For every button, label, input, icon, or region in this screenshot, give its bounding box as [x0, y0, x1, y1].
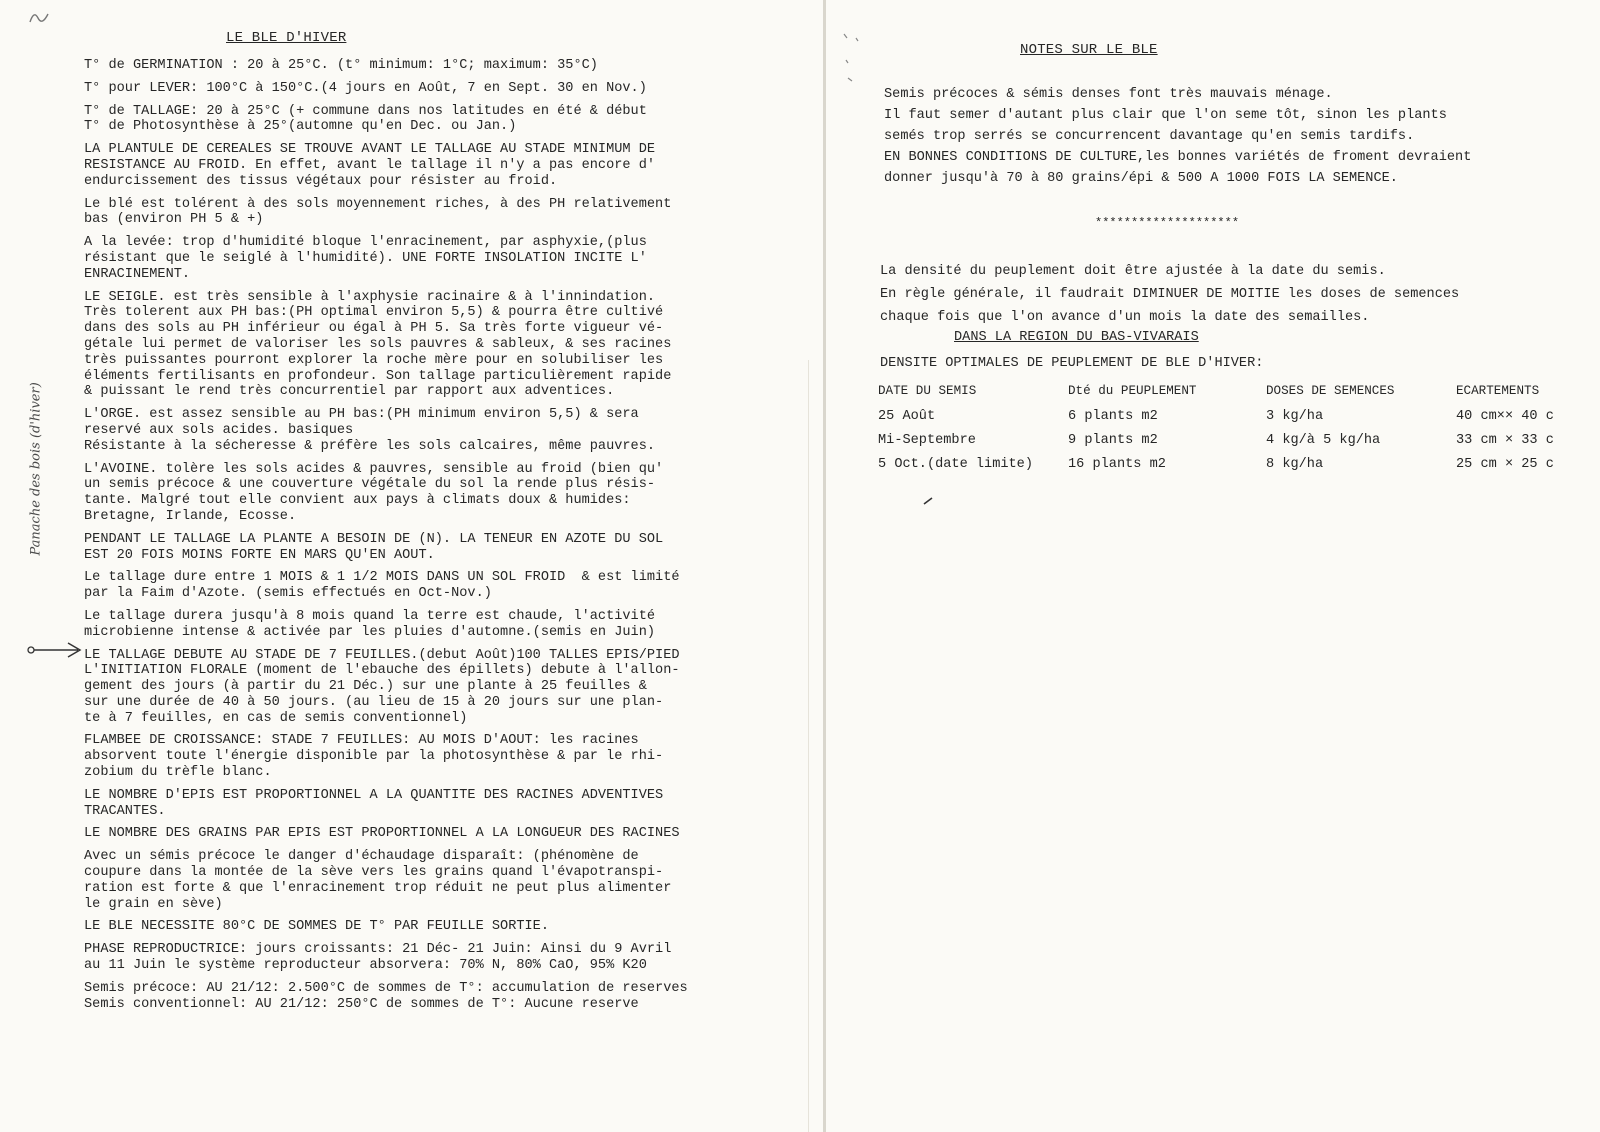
- table-row: [878, 409, 1554, 433]
- table-header-row: [878, 384, 1554, 409]
- text-line: ENRACINEMENT.: [84, 266, 191, 282]
- paragraph: [84, 849, 804, 912]
- text-line: Le tallage durera jusqu'à 8 mois quand la terre est chaude, l'activité: [84, 608, 656, 624]
- table-cell: 6 plants m2: [1068, 409, 1158, 424]
- right-notes-block: [884, 84, 1584, 189]
- text-line: bas (environ PH 5 & +): [84, 212, 264, 228]
- text-line: Bretagne, Irlande, Ecosse.: [84, 508, 297, 524]
- corner-mark-icon: [26, 8, 52, 28]
- text-line: un semis précoce & une couverture végétale du sol la rende plus résis-: [84, 477, 656, 493]
- text-line: EN BONNES CONDITIONS DE CULTURE,les bonnes variétés de froment devraient: [884, 150, 1472, 165]
- paragraph: [84, 733, 804, 780]
- separator-stars: ********************: [1095, 216, 1240, 230]
- text-line: gement des jours (à partir du 21 Déc.) sur une plante à 25 feuilles &: [84, 679, 647, 695]
- table-header-cell: ECARTEMENTS: [1456, 384, 1540, 398]
- table-cell: 25 cm × 25 c: [1456, 457, 1554, 472]
- paragraph: [84, 142, 804, 189]
- text-line: sur une durée de 40 à 50 jours. (au lieu de 15 à 20 jours sur une plan-: [84, 694, 664, 710]
- table-cell: 33 cm × 33 c: [1456, 433, 1554, 448]
- paragraph: [84, 290, 804, 401]
- text-line: reservé aux sols acides. basiques: [84, 422, 354, 438]
- text-line: Résistante à la sécheresse & préfère les sols calcaires, même pauvres.: [84, 438, 656, 454]
- text-line: le grain en sève): [84, 896, 223, 912]
- table-header-cell: DOSES DE SEMENCES: [1266, 384, 1395, 398]
- text-line: Le blé est tolérent à des sols moyennement riches, à des PH relativement: [84, 196, 672, 212]
- text-line: En règle générale, il faudrait DIMINUER DE MOITIE les doses de semences: [880, 287, 1460, 302]
- paragraph: [84, 981, 804, 1013]
- text-line: Très tolerent aux PH bas:(PH optimal environ 5,5) & pourra être cultivé: [84, 305, 664, 321]
- text-line: absorvent toute l'énergie disponible par la photosynthèse & par le rhi-: [84, 749, 664, 765]
- text-line: dans des sols au PH inférieur ou égal à PH 5. Sa très forte vigueur vé-: [84, 321, 664, 337]
- paragraph: [84, 462, 804, 525]
- left-page-title: LE BLE D'HIVER: [226, 30, 347, 46]
- paragraph: [84, 81, 804, 97]
- arrow-right-icon: [26, 640, 86, 660]
- text-line: T° de Photosynthèse à 25°(automne qu'en Dec. ou Jan.): [84, 119, 517, 135]
- text-line: coupure dans la montée de la sève vers les grains quand l'évapotranspi-: [84, 865, 664, 881]
- text-line: ration est forte & que l'enracinement trop réduit ne peut plus alimenter: [84, 880, 672, 896]
- text-line: microbienne intense & activée par les pluies d'automne.(semis en Juin): [84, 624, 656, 640]
- text-line: L'INITIATION FLORALE (moment de l'ebauche des épillets) debute à l'allon-: [84, 663, 680, 679]
- table-cell: Mi-Septembre: [878, 433, 976, 448]
- text-line: donner jusqu'à 70 à 80 grains/épi & 500 A 1000 FOIS LA SEMENCE.: [884, 171, 1398, 186]
- left-text-column: [84, 58, 804, 1019]
- text-line: au 11 Juin le système reproducteur absorvera: 70% N, 80% CaO, 95% K20: [84, 958, 647, 974]
- paragraph: [84, 58, 804, 74]
- text-line: éléments fertilisants en profondeur. Son tallage particulièrement rapide: [84, 368, 672, 384]
- text-line: A la levée: trop d'humidité bloque l'enracinement, par asphyxie,(plus: [84, 235, 647, 251]
- text-line: T° de TALLAGE: 20 à 25°C (+ commune dans nos latitudes en été & début: [84, 103, 647, 119]
- text-line: par la Faim d'Azote. (semis effectués en Oct-Nov.): [84, 586, 492, 602]
- paragraph: [84, 942, 804, 974]
- region-heading: DANS LA REGION DU BAS-VIVARAIS: [954, 330, 1199, 345]
- text-line: PHASE REPRODUCTRICE: jours croissants: 21 Déc- 21 Juin: Ainsi du 9 Avril: [84, 942, 672, 958]
- table-cell: 4 kg/à 5 kg/ha: [1266, 433, 1381, 448]
- density-notes-block: [880, 260, 1580, 329]
- margin-note: [14, 382, 54, 560]
- text-line: très puissantes pourront explorer la roche mère pour en solubiliser les: [84, 352, 664, 368]
- paragraph: [84, 235, 804, 282]
- right-page: [828, 0, 1600, 1132]
- text-line: TRACANTES.: [84, 803, 166, 819]
- paragraph: [84, 570, 804, 602]
- table-cell: 5 Oct.(date limite): [878, 457, 1033, 472]
- paragraph: [84, 532, 804, 564]
- text-line: & puissant le rend très concurrentiel par rapport aux adventices.: [84, 384, 615, 400]
- scribble-mark-icon: [838, 30, 868, 90]
- text-line: Le tallage dure entre 1 MOIS & 1 1/2 MOIS DANS UN SOL FROID & est limité: [84, 570, 680, 586]
- text-line: semés trop serrés se concurrencent davantage qu'en semis tardifs.: [884, 129, 1415, 144]
- table-header-cell: DATE DU SEMIS: [878, 384, 977, 398]
- text-line: Il faut semer d'autant plus clair que l'on seme tôt, sinon les plants: [884, 108, 1447, 123]
- text-line: RESISTANCE AU FROID. En effet, avant le tallage il n'y a pas encore d': [84, 157, 656, 173]
- paragraph: [84, 648, 804, 727]
- table-cell: 40 cm×× 40 c: [1456, 409, 1554, 424]
- paragraph: [84, 197, 804, 229]
- text-line: endurcissement des tissus végétaux pour résister au froid.: [84, 173, 558, 189]
- text-line: LE SEIGLE. est très sensible à l'axphysie racinaire & à l'innindation.: [84, 289, 656, 305]
- text-line: LA PLANTULE DE CEREALES SE TROUVE AVANT LE TALLAGE AU STADE MINIMUM DE: [84, 142, 656, 158]
- table-row: [878, 433, 1554, 457]
- text-line: résistant que le seiglé à l'humidité). UNE FORTE INSOLATION INCITE L': [84, 250, 647, 266]
- page-fold: [823, 0, 826, 1132]
- paragraph: [84, 609, 804, 641]
- table-cell: 9 plants m2: [1068, 433, 1158, 448]
- text-line: T° de GERMINATION : 20 à 25°C. (t° minimum: 1°C; maximum: 35°C): [84, 58, 598, 73]
- text-line: T° pour LEVER: 100°C à 150°C.(4 jours en Août, 7 en Sept. 30 en Nov.): [84, 80, 647, 96]
- text-line: Semis précoces & sémis denses font très mauvais ménage.: [884, 87, 1333, 102]
- text-line: gétale lui permet de valoriser les sols pauvres & sableux, & ses racines: [84, 336, 672, 352]
- table-title: DENSITE OPTIMALES DE PEUPLEMENT DE BLE D'HIVER:: [880, 356, 1264, 371]
- text-line: LE NOMBRE DES GRAINS PAR EPIS EST PROPORTIONNEL A LA LONGUEUR DES RACINES: [84, 826, 680, 842]
- paragraph: [84, 407, 804, 454]
- table-header-cell: Dté du PEUPLEMENT: [1068, 384, 1197, 398]
- paragraph: [84, 104, 804, 136]
- text-line: L'AVOINE. tolère les sols acides & pauvres, sensible au froid (bien qu': [84, 461, 664, 477]
- table-row: [878, 457, 1554, 481]
- margin-note-text: Panache des bois (d'hiver): [28, 382, 44, 556]
- text-line: LE BLE NECESSITE 80°C DE SOMMES DE T° PAR FEUILLE SORTIE.: [84, 919, 549, 935]
- paragraph: [84, 788, 804, 820]
- density-table: [878, 384, 1554, 481]
- text-line: FLAMBEE DE CROISSANCE: STADE 7 FEUILLES: AU MOIS D'AOUT: les racines: [84, 733, 639, 749]
- text-line: tante. Malgré tout elle convient aux pays à climats doux & humides:: [84, 493, 631, 509]
- paragraph: [84, 919, 804, 935]
- text-line: Semis précoce: AU 21/12: 2.500°C de sommes de T°: accumulation de reserves: [84, 980, 688, 996]
- text-line: La densité du peuplement doit être ajustée à la date du semis.: [880, 264, 1386, 279]
- text-line: chaque fois que l'on avance d'un mois la date des semailles.: [880, 310, 1370, 325]
- right-page-title: NOTES SUR LE BLE: [1020, 42, 1158, 58]
- text-line: LE TALLAGE DEBUTE AU STADE DE 7 FEUILLES.(debut Août)100 TALLES EPIS/PIED: [84, 647, 680, 663]
- table-cell: 3 kg/ha: [1266, 409, 1324, 424]
- text-line: Avec un sémis précoce le danger d'échaudage disparaît: (phénomène de: [84, 849, 639, 865]
- table-cell: 8 kg/ha: [1266, 457, 1324, 472]
- text-line: L'ORGE. est assez sensible au PH bas:(PH minimum environ 5,5) & sera: [84, 407, 639, 423]
- text-line: PENDANT LE TALLAGE LA PLANTE A BESOIN DE (N). LA TENEUR EN AZOTE DU SOL: [84, 531, 664, 547]
- text-line: Semis conventionnel: AU 21/12: 250°C de sommes de T°: Aucune reserve: [84, 996, 639, 1012]
- ink-dot-icon: [922, 496, 936, 506]
- text-line: LE NOMBRE D'EPIS EST PROPORTIONNEL A LA QUANTITE DES RACINES ADVENTIVES: [84, 787, 664, 803]
- text-line: te à 7 feuilles, en cas de semis conventionnel): [84, 710, 468, 726]
- table-cell: 25 Août: [878, 409, 936, 424]
- paragraph: [84, 826, 804, 842]
- text-line: zobium du trèfle blanc.: [84, 765, 272, 781]
- table-cell: 16 plants m2: [1068, 457, 1166, 472]
- text-line: EST 20 FOIS MOINS FORTE EN MARS QU'EN AOUT.: [84, 547, 435, 563]
